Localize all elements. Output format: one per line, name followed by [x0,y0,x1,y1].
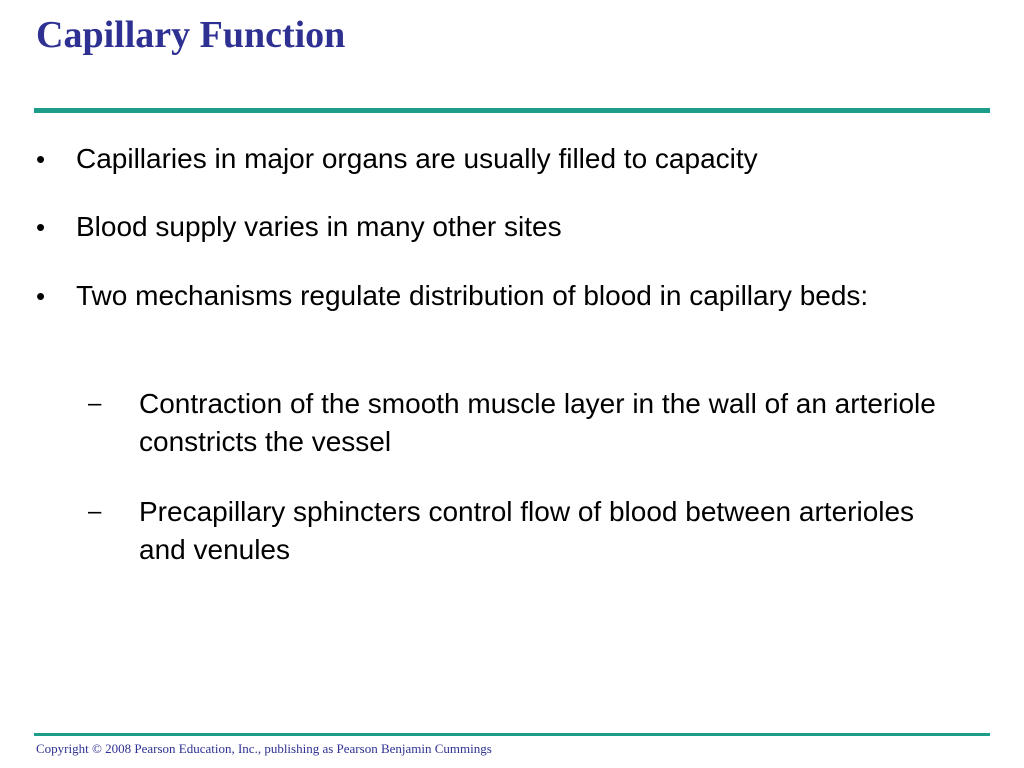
sub-bullet-text: Contraction of the smooth muscle layer in the wall of an arteriole constricts the vessel [139,388,936,457]
bullet-text: Capillaries in major organs are usually filled to capacity [76,143,758,174]
sub-bullet-marker: – [88,390,102,417]
sub-bullet-text: Precapillary sphincters control flow of blood between arterioles and venules [139,496,915,565]
bullet-marker: • [36,281,46,311]
sub-bullet-marker: – [88,498,102,525]
bullet-marker: • [36,144,46,174]
bullet-text: Two mechanisms regulate distribution of blood in capillary beds: [76,280,869,311]
footer-divider [34,733,990,736]
slide-title: Capillary Function [36,14,346,56]
title-divider [34,108,990,113]
bullet-marker: • [36,212,46,242]
copyright-footer: Copyright © 2008 Pearson Education, Inc., publishing as Pearson Benjamin Cummings [36,741,492,756]
bullet-text: Blood supply varies in many other sites [76,211,562,242]
